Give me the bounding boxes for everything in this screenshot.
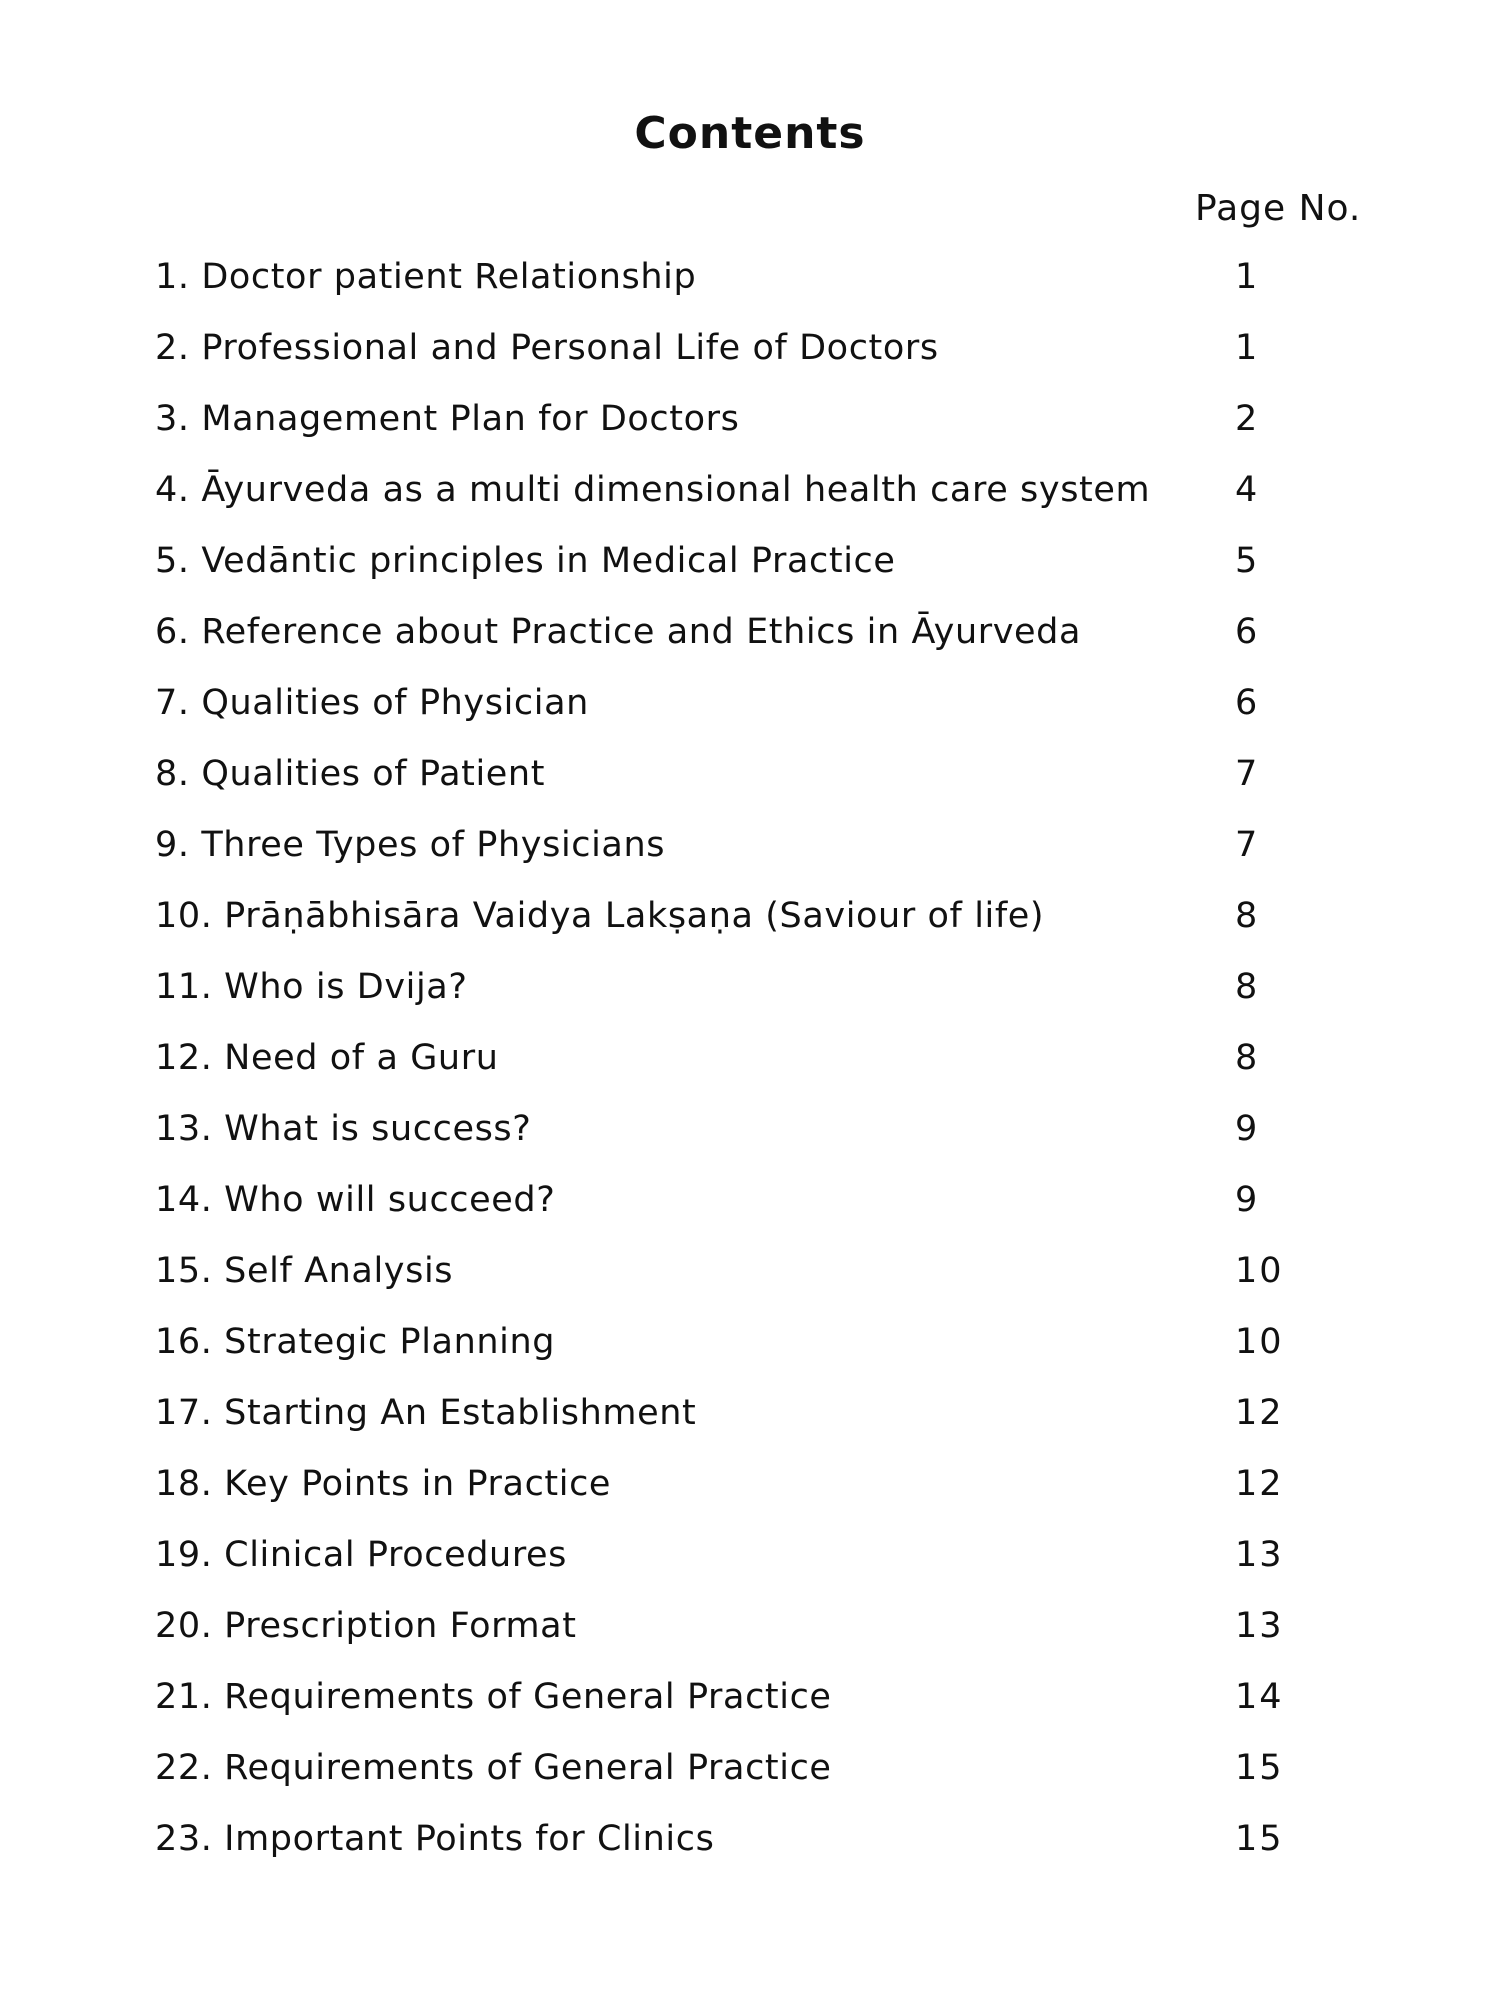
toc-entry-page: 6 <box>1235 683 1260 723</box>
toc-entry-page: 6 <box>1235 612 1260 652</box>
toc-entry-title: 20. Prescription Format <box>155 1606 577 1646</box>
toc-entry <box>155 1322 1305 1372</box>
toc-entry <box>155 754 1305 804</box>
toc-entry <box>155 1819 1305 1869</box>
toc-entry <box>155 1464 1305 1514</box>
toc-entry-title: 18. Key Points in Practice <box>155 1464 612 1504</box>
toc-entry-page: 15 <box>1235 1819 1284 1859</box>
toc-entry <box>155 1180 1305 1230</box>
toc-entry <box>155 1393 1305 1443</box>
toc-entry <box>155 1038 1305 1088</box>
toc-entry-page: 7 <box>1235 754 1260 794</box>
toc-entry-page: 4 <box>1235 470 1260 510</box>
toc-entry-page: 12 <box>1235 1464 1284 1504</box>
toc-entry-title: 3. Management Plan for Doctors <box>155 399 740 439</box>
toc-entry <box>155 1606 1305 1656</box>
toc-entry <box>155 1251 1305 1301</box>
toc-entry <box>155 825 1305 875</box>
toc-entry-page: 1 <box>1235 257 1260 297</box>
toc-entry <box>155 967 1305 1017</box>
toc-entry-page: 10 <box>1235 1322 1284 1362</box>
toc-entry-title: 9. Three Types of Physicians <box>155 825 666 865</box>
toc-entry-title: 5. Vedāntic principles in Medical Practice <box>155 541 896 581</box>
toc-entry <box>155 541 1305 591</box>
toc-entry <box>155 1109 1305 1159</box>
toc-entry <box>155 1535 1305 1585</box>
toc-entry-title: 16. Strategic Planning <box>155 1322 556 1362</box>
toc-entry-page: 10 <box>1235 1251 1284 1291</box>
toc-entry-title: 15. Self Analysis <box>155 1251 454 1291</box>
toc-entry-title: 21. Requirements of General Practice <box>155 1677 832 1717</box>
toc-entry <box>155 1677 1305 1727</box>
toc-entry-page: 8 <box>1235 896 1260 936</box>
toc-entry <box>155 328 1305 378</box>
toc-entry <box>155 683 1305 733</box>
toc-entry-title: 19. Clinical Procedures <box>155 1535 568 1575</box>
toc-entry-title: 11. Who is Dvija? <box>155 967 468 1007</box>
toc-entry-page: 12 <box>1235 1393 1284 1433</box>
toc-entry-title: 12. Need of a Guru <box>155 1038 499 1078</box>
toc-entry-page: 2 <box>1235 399 1260 439</box>
toc-entry-title: 7. Qualities of Physician <box>155 683 589 723</box>
toc-entry-page: 14 <box>1235 1677 1284 1717</box>
toc-entry-page: 9 <box>1235 1109 1260 1149</box>
toc-entry <box>155 612 1305 662</box>
toc-entry-page: 8 <box>1235 1038 1260 1078</box>
toc-entry-page: 13 <box>1235 1606 1284 1646</box>
toc-entry-title: 13. What is success? <box>155 1109 532 1149</box>
toc-entry-title: 23. Important Points for Clinics <box>155 1819 715 1859</box>
toc-entry-title: 4. Āyurveda as a multi dimensional health care system <box>155 470 1151 510</box>
toc-entry-page: 7 <box>1235 825 1260 865</box>
toc-entry-title: 22. Requirements of General Practice <box>155 1748 832 1788</box>
toc-entry-title: 2. Professional and Personal Life of Doctors <box>155 328 939 368</box>
toc-entry-title: 8. Qualities of Patient <box>155 754 546 794</box>
toc-entry <box>155 896 1305 946</box>
toc-entry-page: 1 <box>1235 328 1260 368</box>
toc-entry-page: 5 <box>1235 541 1260 581</box>
page-title: Contents <box>634 108 866 159</box>
toc-entry <box>155 470 1305 520</box>
toc-entry <box>155 1748 1305 1798</box>
toc-entry <box>155 257 1305 307</box>
toc-entry-title: 10. Prāṇābhisāra Vaidya Lakṣaṇa (Saviour of life) <box>155 896 1045 936</box>
toc-entry <box>155 399 1305 449</box>
toc-entry-page: 9 <box>1235 1180 1260 1220</box>
toc-entry-page: 13 <box>1235 1535 1284 1575</box>
toc-entry-title: 6. Reference about Practice and Ethics in Āyurveda <box>155 612 1082 652</box>
toc-entry-page: 15 <box>1235 1748 1284 1788</box>
toc-entry-page: 8 <box>1235 967 1260 1007</box>
toc-entry-title: 1. Doctor patient Relationship <box>155 257 697 297</box>
page-number-column-header: Page No. <box>1195 188 1362 229</box>
toc-entry-title: 14. Who will succeed? <box>155 1180 556 1220</box>
toc-entry-title: 17. Starting An Establishment <box>155 1393 697 1433</box>
